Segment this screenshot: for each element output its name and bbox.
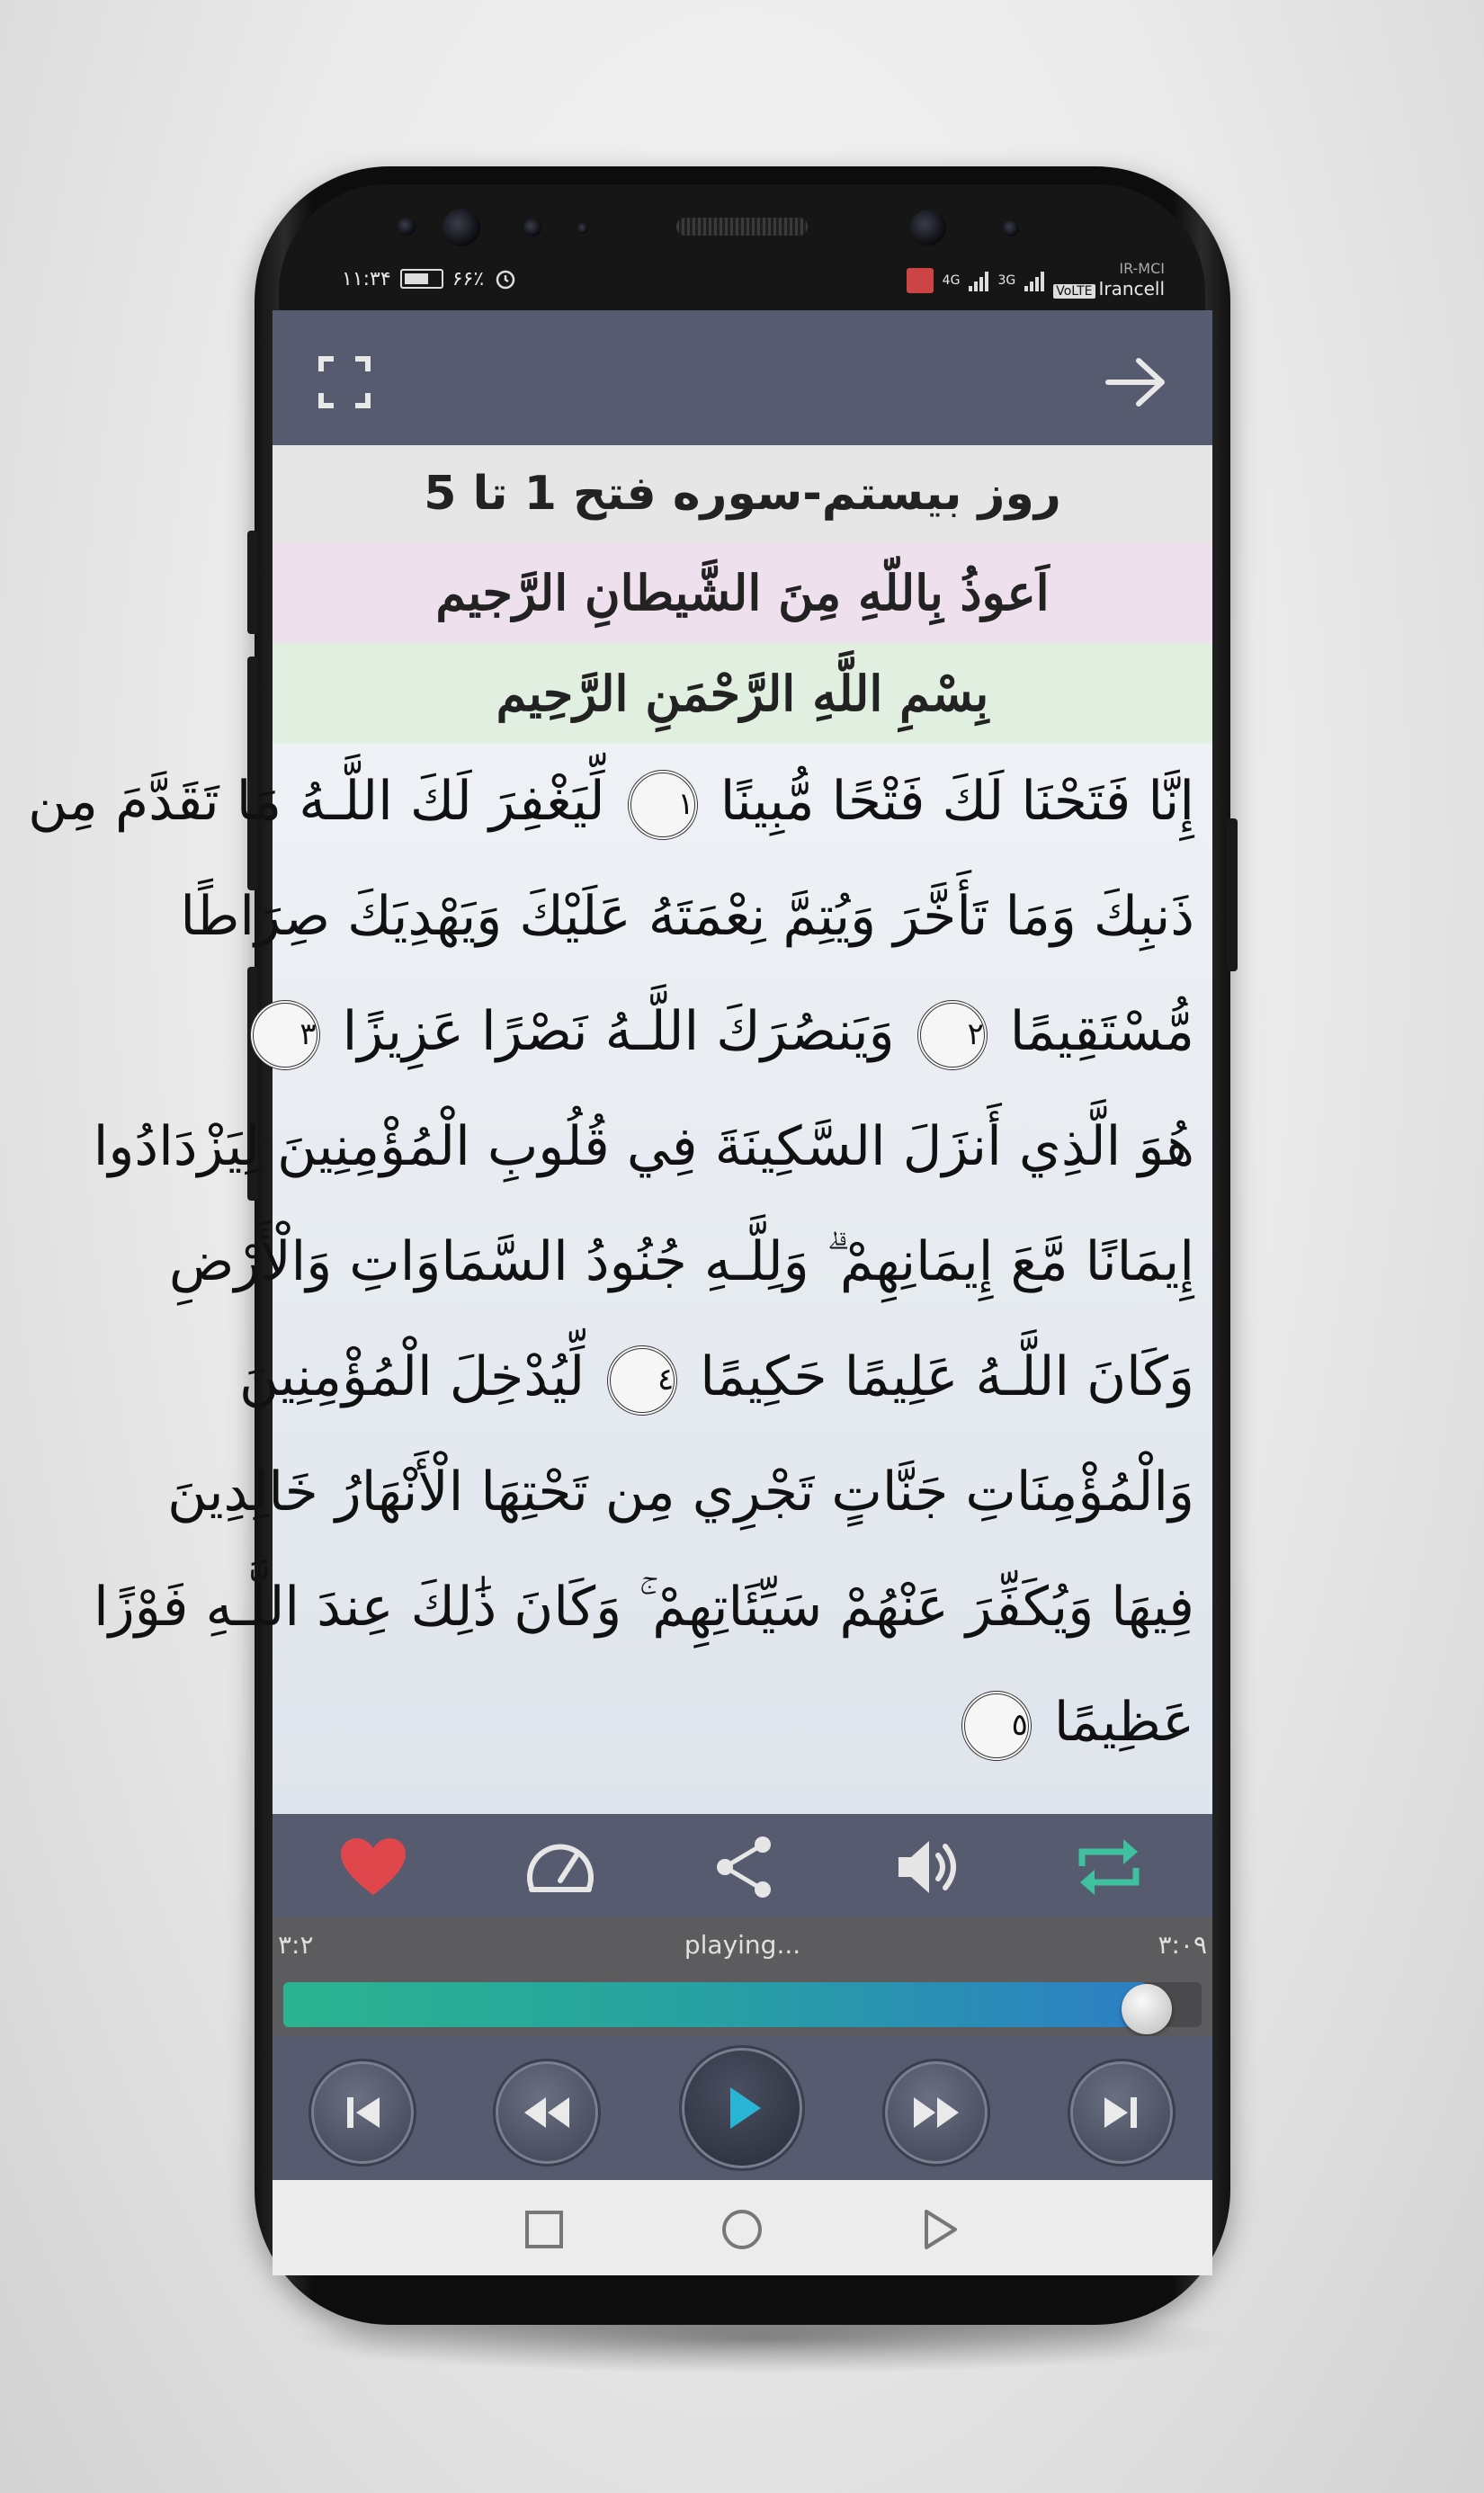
total-duration: ۳:۰۹: [1158, 1930, 1207, 1960]
player-status: playing...: [684, 1930, 801, 1960]
progress-labels: [273, 1917, 1212, 1973]
verse-line-2: [180, 859, 1194, 974]
seek-bar[interactable]: [273, 1973, 1212, 2036]
verse-text: لِّيُدْخِلَ الْمُؤْمِنِينَ: [239, 1345, 586, 1408]
verse-text: وَكَانَ اللَّـهُ عَلِيمًا حَكِيمًا: [700, 1345, 1194, 1408]
controls-bar: [273, 1814, 1212, 1917]
volume-icon[interactable]: [893, 1836, 965, 1899]
verse-text: مُّسْتَقِيمًا: [1009, 1000, 1194, 1063]
clock: ۱۱:۳۴: [342, 267, 391, 290]
expand-icon[interactable]: [317, 355, 371, 409]
skip-previous-icon: [311, 2061, 414, 2164]
transport-controls: [273, 2036, 1212, 2180]
verse-line-6: [239, 1319, 1194, 1434]
light-sensor: [523, 219, 541, 237]
verse-line-4: [93, 1089, 1194, 1204]
carrier-name: Irancell: [1098, 278, 1165, 299]
ayah-number-badge: ١: [628, 770, 698, 840]
verse-line-9: [291, 1665, 1194, 1780]
heart-icon[interactable]: [337, 1836, 409, 1899]
fast-forward-button[interactable]: [882, 2059, 990, 2167]
skip-next-icon: [1070, 2061, 1173, 2164]
verse-line-7: [167, 1434, 1194, 1550]
elapsed-time: ۳:۲: [278, 1930, 314, 1960]
verse-line-5: [168, 1204, 1194, 1319]
verse-text: لِّيَغْفِرَ لَكَ اللَّـهُ مَا تَقَدَّمَ مِن: [28, 770, 605, 833]
verse-text: إِنَّا فَتَحْنَا لَكَ فَتْحًا مُّبِينًا: [720, 770, 1194, 833]
seek-track[interactable]: [283, 1982, 1202, 2027]
istiadha-line: اَعوذُ بِاللّهِ مِنَ الشَّیطانِ الرَّجیم: [273, 542, 1212, 643]
seek-fill: [283, 1982, 1147, 2027]
volume-up-button: [247, 531, 258, 634]
verse-text: هُوَ الَّذِي أَنزَلَ السَّكِينَةَ فِي قُلُوبِ الْمُؤْمِنِينَ لِيَزْدَادُوا: [93, 1115, 1194, 1178]
battery-icon: [400, 269, 443, 289]
triangle-back-icon[interactable]: [917, 2207, 962, 2252]
circle-icon[interactable]: [720, 2207, 764, 2252]
square-icon[interactable]: [522, 2207, 567, 2252]
seek-thumb[interactable]: [1122, 1984, 1172, 2034]
proximity-sensor: [398, 218, 416, 236]
rewind-button[interactable]: [493, 2059, 601, 2167]
play-icon: [682, 2048, 802, 2168]
front-sensor: [1003, 220, 1019, 237]
carrier-info: [1053, 259, 1165, 301]
verse-line-8: [94, 1550, 1194, 1665]
fast-forward-icon: [885, 2061, 988, 2164]
share-icon[interactable]: [709, 1836, 781, 1899]
page-title: روز بیستم-سوره فتح 1 تا 5: [273, 445, 1212, 542]
ayah-number-badge: ٥: [961, 1691, 1032, 1761]
status-bar: [279, 250, 1205, 306]
skip-next-button[interactable]: [1068, 2059, 1176, 2167]
earpiece-speaker: [676, 218, 808, 236]
speedometer-icon[interactable]: [524, 1836, 596, 1899]
verse-text: إِيمَانًا مَّعَ إِيمَانِهِمْ ۗ وَلِلَّـهِ جُنُودُ السَّمَاوَاتِ وَالْأَرْضِ: [168, 1230, 1194, 1293]
led-sensor: [577, 223, 588, 234]
front-camera: [910, 210, 946, 246]
verse-line-3: [291, 974, 1194, 1089]
play-button[interactable]: [679, 2045, 805, 2171]
network-type-2: 3G: [997, 273, 1016, 288]
power-button: [1227, 818, 1238, 971]
bismillah-line: بِسْمِ اللَّهِ الرَّحْمَنِ الرَّحِیم: [273, 643, 1212, 744]
ayah-number-badge: ٣: [250, 1000, 320, 1070]
ayah-number-badge: ٢: [917, 1000, 988, 1070]
verse-line-1: [28, 744, 1194, 859]
verse-text: وَيَنصُرَكَ اللَّـهُ نَصْرًا عَزِيزًا: [342, 1000, 895, 1063]
signal-1-icon: [969, 270, 988, 291]
app-notification-icon: [907, 268, 934, 293]
ayah-number-badge: ٤: [607, 1345, 677, 1416]
verse-text: وَالْمُؤْمِنَاتِ جَنَّاتٍ تَجْرِي مِن تَحْتِهَا الْأَنْهَارُ خَالِدِينَ: [167, 1461, 1194, 1524]
iris-camera: [443, 209, 480, 246]
verse-text: ذَنبِكَ وَمَا تَأَخَّرَ وَيُتِمَّ نِعْمَتَهُ عَلَيْكَ وَيَهْدِيَكَ صِرَاطًا: [180, 885, 1194, 948]
app-screen: [28, 310, 1212, 2275]
alarm-icon: [493, 266, 518, 291]
verse-text: عَظِيمًا: [1053, 1691, 1194, 1754]
carrier-top: IR-MCI: [1119, 260, 1165, 277]
signal-2-icon: [1024, 270, 1044, 291]
repeat-icon[interactable]: [1073, 1836, 1145, 1899]
system-nav-bar: [273, 2180, 1212, 2275]
verse-text: فِيهَا وَيُكَفِّرَ عَنْهُمْ سَيِّئَاتِهِمْ ۚ وَكَانَ ذَٰلِكَ عِندَ اللَّـهِ فَوْزًا: [94, 1576, 1194, 1639]
battery-percent: ۶۶٪: [451, 267, 485, 290]
verses-area: [28, 744, 1212, 1814]
skip-previous-button[interactable]: [308, 2059, 416, 2167]
rewind-icon: [496, 2061, 598, 2164]
volte-badge: VoLTE: [1053, 284, 1095, 299]
app-bar: [273, 310, 1212, 445]
network-type-1: 4G: [942, 273, 961, 288]
arrow-right-icon[interactable]: [1104, 355, 1167, 409]
